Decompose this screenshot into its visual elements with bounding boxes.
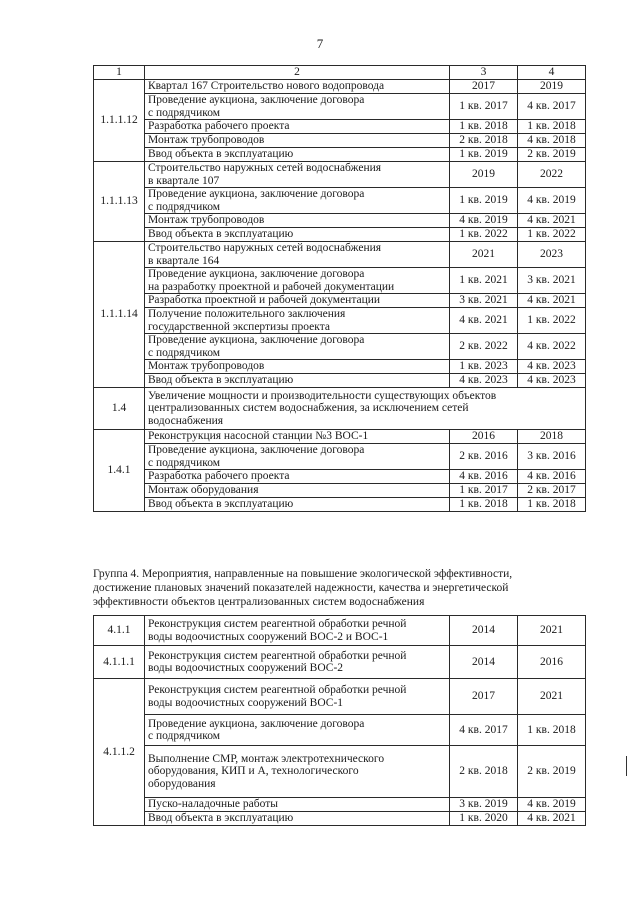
item-description: Ввод объекта в эксплуатацию [145, 148, 450, 162]
end-date: 2 кв. 2017 [518, 484, 586, 498]
header-row [94, 66, 586, 80]
item-description: Реконструкция насосной станции №3 ВОС-1 [145, 430, 450, 444]
table-row [94, 134, 586, 148]
page-number: 7 [316, 36, 324, 51]
table-row [94, 498, 586, 512]
header-col-4: 4 [518, 66, 586, 80]
group-4-heading [93, 567, 585, 609]
table-row [94, 242, 586, 268]
item-description: Строительство наружных сетей водоснабжения в квартале 164 [145, 242, 450, 268]
table-row [94, 679, 586, 715]
table-row [94, 334, 586, 360]
item-code: 1.1.1.13 [94, 162, 145, 242]
item-description: Разработка рабочего проекта [145, 120, 450, 134]
start-date: 4 кв. 2017 [450, 715, 518, 746]
table-row [94, 80, 586, 94]
end-date: 4 кв. 2018 [518, 134, 586, 148]
end-date: 2021 [518, 616, 586, 646]
table-row [94, 228, 586, 242]
start-date: 2 кв. 2022 [450, 334, 518, 360]
item-code: 1.1.1.12 [94, 80, 145, 162]
table-row [94, 444, 586, 470]
item-description: Ввод объекта в эксплуатацию [145, 498, 450, 512]
item-description: Проведение аукциона, заключение договора с подрядчиком [145, 715, 450, 746]
start-date: 1 кв. 2019 [450, 188, 518, 214]
table-row [94, 616, 586, 646]
start-date: 2 кв. 2018 [450, 134, 518, 148]
table-row [94, 308, 586, 334]
item-description: Ввод объекта в эксплуатацию [145, 812, 450, 826]
item-description: Выполнение СМР, монтаж электротехнического оборудования, КИП и А, технологического оборудования [145, 746, 450, 798]
item-code: 4.1.1.2 [94, 679, 145, 826]
end-date: 2022 [518, 162, 586, 188]
start-date: 1 кв. 2021 [450, 268, 518, 294]
end-date: 4 кв. 2023 [518, 374, 586, 388]
end-date: 2021 [518, 679, 586, 715]
end-date: 1 кв. 2022 [518, 308, 586, 334]
measures-table-group-1 [93, 65, 586, 512]
start-date: 2017 [450, 679, 518, 715]
item-code: 1.1.1.14 [94, 242, 145, 388]
group-4-heading-line: Группа 4. Мероприятия, направленные на повышение экологической эффективности, [93, 568, 513, 580]
item-description: Разработка проектной и рабочей документации [145, 294, 450, 308]
start-date: 2021 [450, 242, 518, 268]
end-date: 2016 [518, 646, 586, 679]
table-row [94, 798, 586, 812]
start-date: 2014 [450, 646, 518, 679]
table-row [94, 388, 586, 430]
end-date: 1 кв. 2018 [518, 498, 586, 512]
header-col-1: 1 [94, 66, 145, 80]
table-row [94, 812, 586, 826]
table-row [94, 214, 586, 228]
table-row [94, 374, 586, 388]
start-date: 1 кв. 2022 [450, 228, 518, 242]
item-description: Ввод объекта в эксплуатацию [145, 374, 450, 388]
table-row [94, 746, 586, 798]
start-date: 1 кв. 2017 [450, 484, 518, 498]
start-date: 4 кв. 2016 [450, 470, 518, 484]
table-row [94, 360, 586, 374]
item-description: Монтаж трубопроводов [145, 214, 450, 228]
start-date: 2019 [450, 162, 518, 188]
item-description: Увеличение мощности и производительности существующих объектов централизованных систем водоснабжения, за исключением сетей водоснабжения [145, 388, 586, 430]
item-code: 4.1.1.1 [94, 646, 145, 679]
start-date: 1 кв. 2018 [450, 498, 518, 512]
item-description: Получение положительного заключения государственной экспертизы проекта [145, 308, 450, 334]
header-col-2: 2 [145, 66, 450, 80]
item-description: Проведение аукциона, заключение договора с подрядчиком [145, 334, 450, 360]
item-code: 4.1.1 [94, 616, 145, 646]
start-date: 4 кв. 2023 [450, 374, 518, 388]
table-row [94, 430, 586, 444]
end-date: 4 кв. 2016 [518, 470, 586, 484]
start-date: 3 кв. 2021 [450, 294, 518, 308]
item-description: Проведение аукциона, заключение договора с подрядчиком [145, 188, 450, 214]
measures-table-group-4 [93, 615, 586, 826]
end-date: 4 кв. 2019 [518, 188, 586, 214]
end-date: 1 кв. 2018 [518, 120, 586, 134]
start-date: 2 кв. 2018 [450, 746, 518, 798]
start-date: 2017 [450, 80, 518, 94]
table-row [94, 484, 586, 498]
item-description: Разработка рабочего проекта [145, 470, 450, 484]
margin-mark [626, 756, 627, 776]
end-date: 3 кв. 2021 [518, 268, 586, 294]
header-col-3: 3 [450, 66, 518, 80]
end-date: 3 кв. 2016 [518, 444, 586, 470]
start-date: 1 кв. 2018 [450, 120, 518, 134]
start-date: 3 кв. 2019 [450, 798, 518, 812]
item-description: Проведение аукциона, заключение договора на разработку проектной и рабочей документации [145, 268, 450, 294]
table-row [94, 188, 586, 214]
end-date: 2023 [518, 242, 586, 268]
group-4-heading-line: эффективности объектов централизованных систем водоснабжения [93, 596, 425, 608]
end-date: 2 кв. 2019 [518, 746, 586, 798]
item-description: Пуско-наладочные работы [145, 798, 450, 812]
table-row [94, 148, 586, 162]
end-date: 1 кв. 2022 [518, 228, 586, 242]
end-date: 4 кв. 2021 [518, 812, 586, 826]
item-code: 1.4.1 [94, 430, 145, 512]
end-date: 4 кв. 2021 [518, 294, 586, 308]
item-description: Ввод объекта в эксплуатацию [145, 228, 450, 242]
item-description: Строительство наружных сетей водоснабжения в квартале 107 [145, 162, 450, 188]
table-row [94, 470, 586, 484]
end-date: 4 кв. 2019 [518, 798, 586, 812]
item-description: Проведение аукциона, заключение договора с подрядчиком [145, 444, 450, 470]
item-description: Реконструкция систем реагентной обработки речной воды водоочистных сооружений ВОС-2 [145, 646, 450, 679]
start-date: 2 кв. 2016 [450, 444, 518, 470]
start-date: 4 кв. 2019 [450, 214, 518, 228]
item-description: Монтаж трубопроводов [145, 134, 450, 148]
end-date: 4 кв. 2021 [518, 214, 586, 228]
item-description: Проведение аукциона, заключение договора с подрядчиком [145, 94, 450, 120]
start-date: 1 кв. 2019 [450, 148, 518, 162]
item-description: Монтаж трубопроводов [145, 360, 450, 374]
end-date: 4 кв. 2022 [518, 334, 586, 360]
item-description: Монтаж оборудования [145, 484, 450, 498]
start-date: 2016 [450, 430, 518, 444]
table-row [94, 268, 586, 294]
item-code: 1.4 [94, 388, 145, 430]
end-date: 2018 [518, 430, 586, 444]
end-date: 1 кв. 2018 [518, 715, 586, 746]
end-date: 2 кв. 2019 [518, 148, 586, 162]
table-row [94, 646, 586, 679]
table-row [94, 94, 586, 120]
start-date: 1 кв. 2020 [450, 812, 518, 826]
table-row [94, 715, 586, 746]
start-date: 1 кв. 2017 [450, 94, 518, 120]
start-date: 2014 [450, 616, 518, 646]
start-date: 1 кв. 2023 [450, 360, 518, 374]
table-row [94, 294, 586, 308]
group-4-heading-line: достижение плановых значений показателей надежности, качества и энергетической [93, 582, 509, 594]
end-date: 2019 [518, 80, 586, 94]
start-date: 4 кв. 2021 [450, 308, 518, 334]
item-description: Реконструкция систем реагентной обработки речной воды водоочистных сооружений ВОС-1 [145, 679, 450, 715]
item-description: Реконструкция систем реагентной обработки речной воды водоочистных сооружений ВОС-2 и ВОС-1 [145, 616, 450, 646]
end-date: 4 кв. 2017 [518, 94, 586, 120]
table-row [94, 120, 586, 134]
item-description: Квартал 167 Строительство нового водопровода [145, 80, 450, 94]
end-date: 4 кв. 2023 [518, 360, 586, 374]
table-row [94, 162, 586, 188]
